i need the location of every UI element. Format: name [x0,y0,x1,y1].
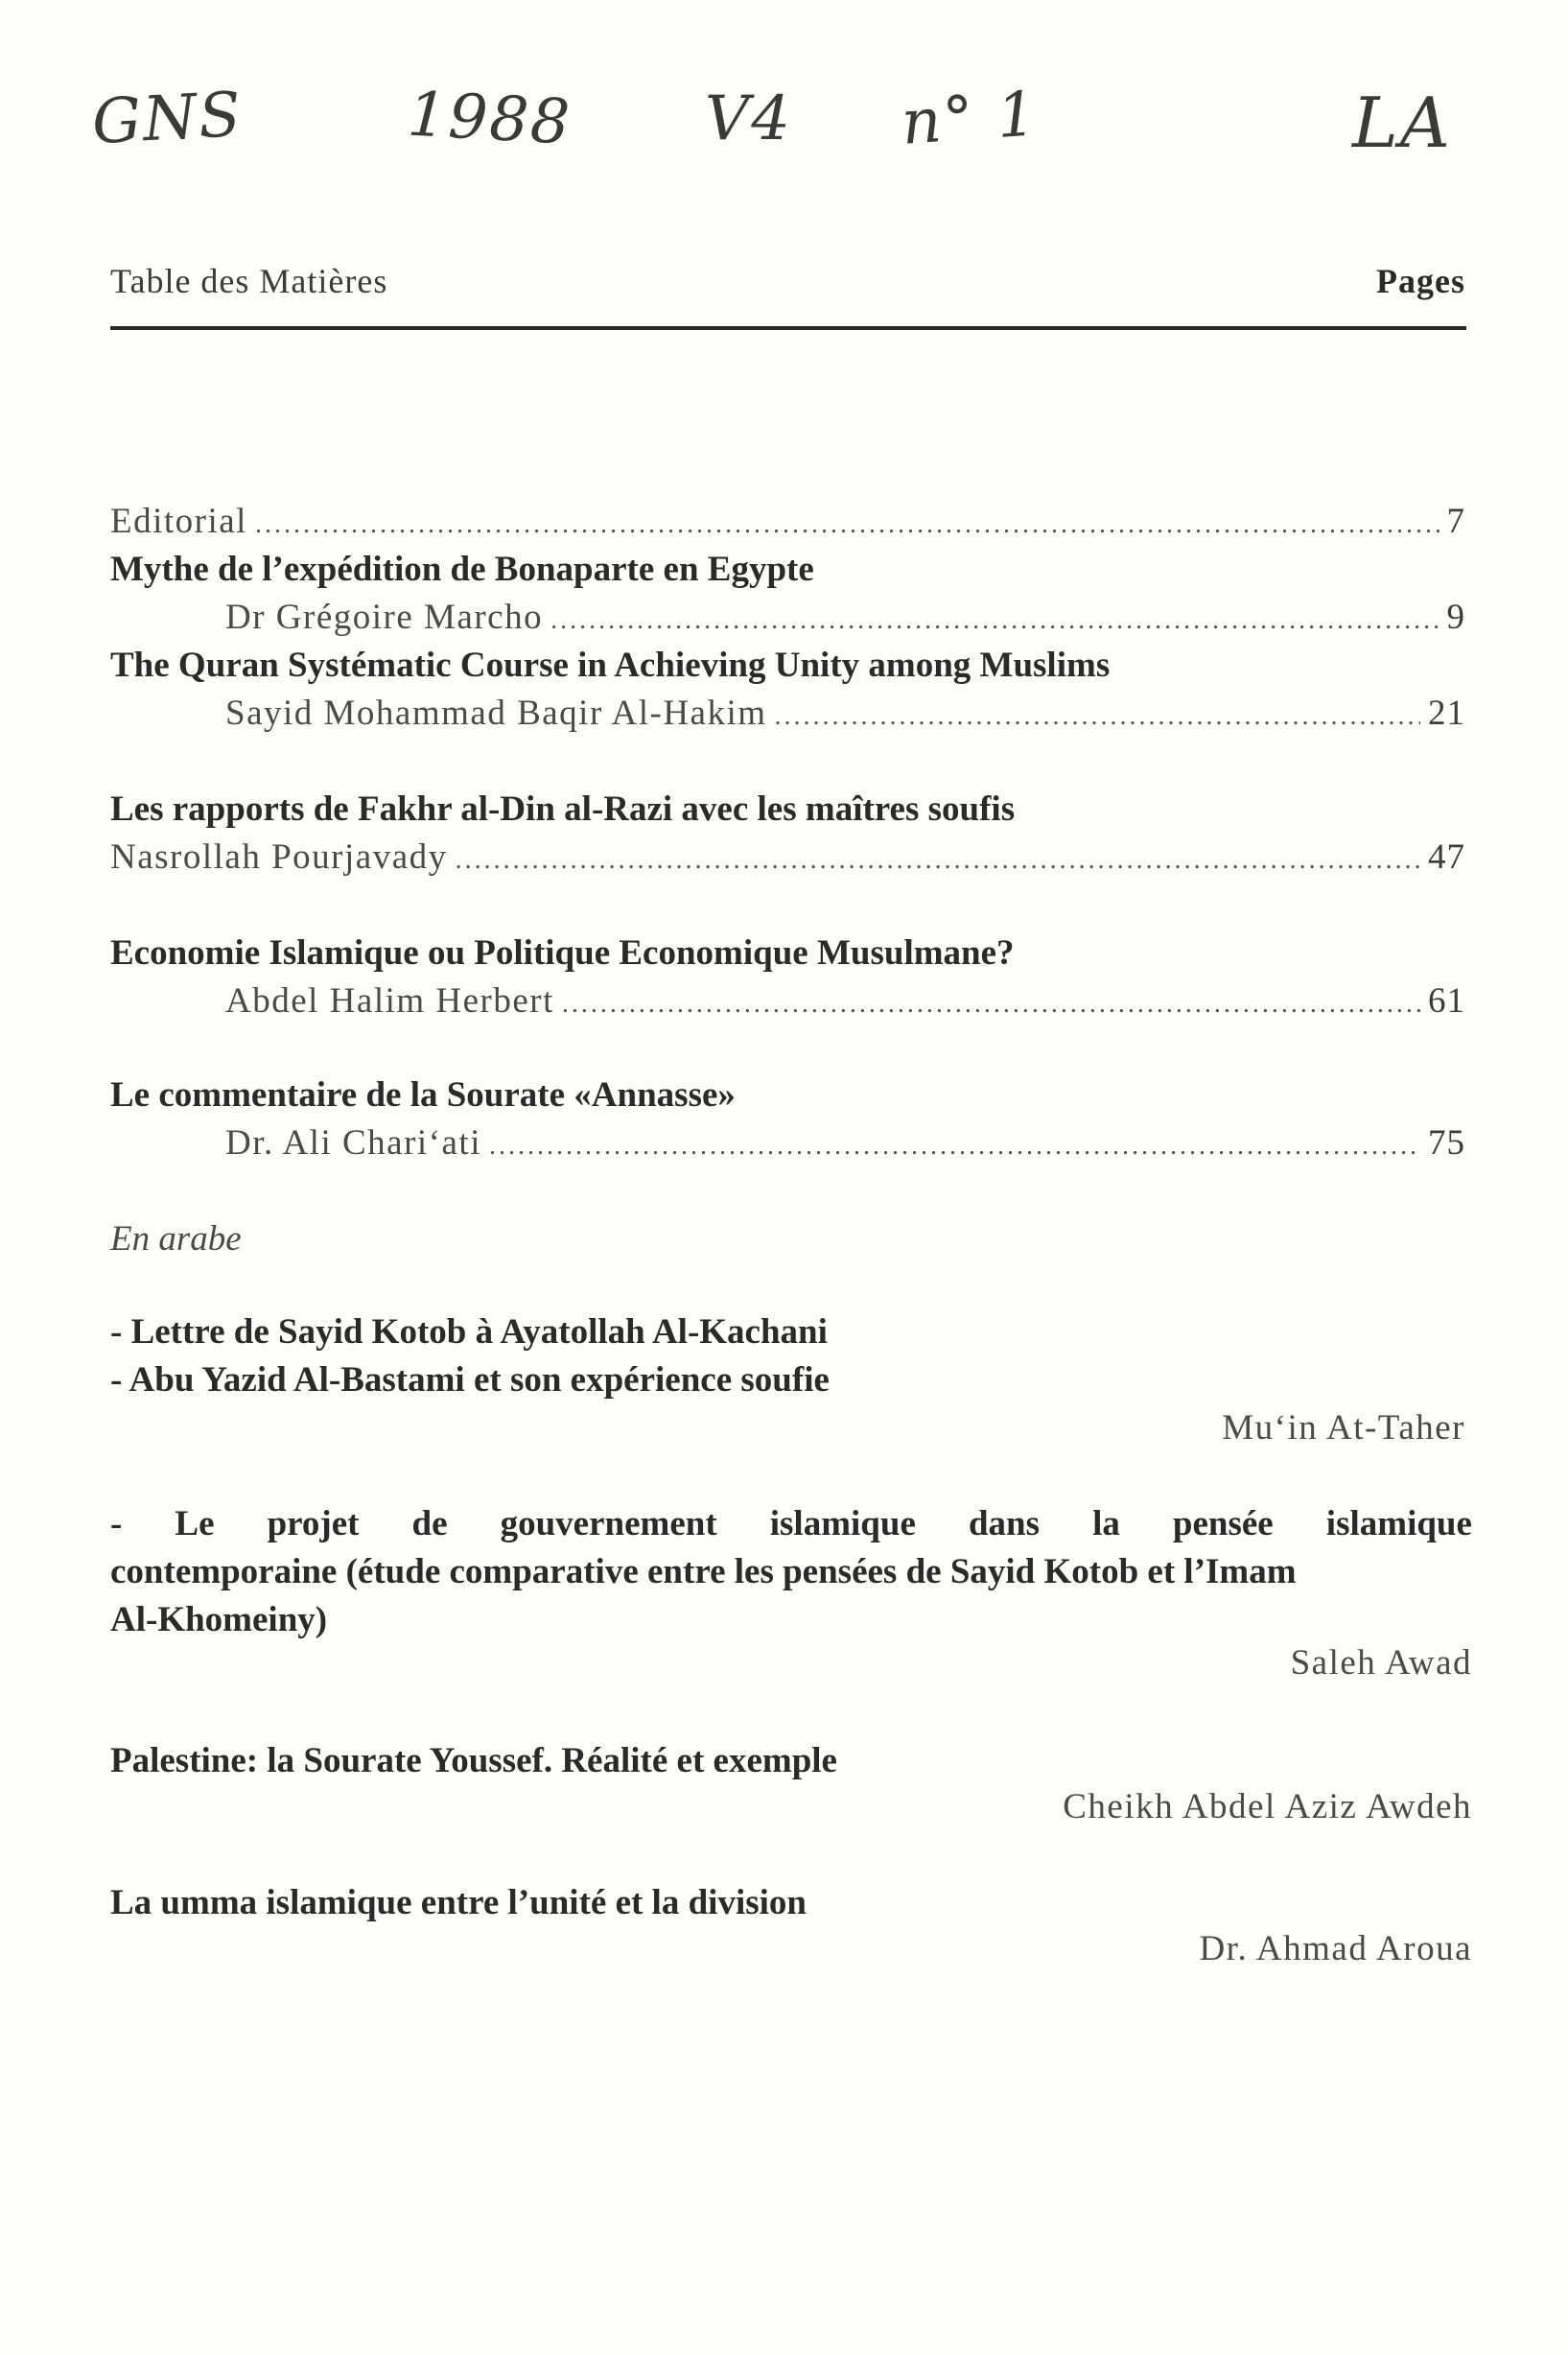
arabic-entry-title-line1 [110,1501,1472,1547]
arabic-entry-title: - Abu Yazid Al-Bastami et son expérience soufie [110,1360,830,1400]
arabic-entry-author: Dr. Ahmad Aroua [1199,1929,1472,1968]
arabic-entry-title-line3: Al-Khomeiny) [110,1600,328,1639]
title-word: Le [175,1504,215,1543]
title-word: la [1092,1504,1120,1543]
toc-title: Table des Matières [110,262,388,300]
toc-entry-title: Les rapports de Fakhr al-Din al-Razi avec les maîtres soufis [110,789,1016,829]
toc-header [110,261,1465,301]
title-word: pensée [1172,1504,1274,1543]
toc-entry-author-row [110,835,1465,883]
handwritten-annotation: V4 [705,83,792,154]
title-word: dans [968,1504,1040,1543]
title-word: projet [267,1504,360,1543]
title-word: de [411,1504,448,1543]
toc-entry-author-row [110,978,1465,1027]
arabic-entry-author: Cheikh Abdel Aziz Awdeh [1063,1787,1472,1826]
arabic-entry-title: - Lettre de Sayid Kotob à Ayatollah Al-Kachani [110,1312,828,1352]
entry-author: Dr. Ali Chari‘ati [225,1123,481,1163]
page-number: 47 [1428,837,1465,877]
toc-entry-title: Mythe de l’expédition de Bonaparte en Egypte [110,550,814,589]
arabic-entry-title: La umma islamique entre l’unité et la division [110,1883,807,1922]
title-word: - [110,1504,123,1543]
header-rule [110,326,1466,330]
dot-leader [456,837,1420,883]
arabic-entry-author: Mu‘in At-Taher [1222,1408,1465,1448]
dot-leader [562,981,1420,1027]
handwritten-annotation: n° 1 [899,79,1041,159]
entry-author: Nasrollah Pourjavady [110,837,448,877]
toc-entry-title: Economie Islamique ou Politique Economique Musulmane? [110,933,1015,973]
pages-label: Pages [1376,262,1465,300]
entry-author: Dr Grégoire Marcho [225,598,544,637]
arabic-entry-title: Palestine: la Sourate Youssef. Réalité et exemple [110,1741,837,1780]
dot-leader [489,1123,1420,1169]
section-heading-arabic: En arabe [110,1219,242,1259]
handwritten-annotation: GNS [90,79,245,159]
page-number: 9 [1446,598,1465,637]
toc-entry-title: Le commentaire de la Sourate «Annasse» [110,1075,736,1115]
toc-entry-editorial [110,499,1465,548]
arabic-entry-author: Saleh Awad [1290,1643,1472,1683]
entry-title: Editorial [110,502,247,541]
handwritten-annotation: LA [1352,82,1452,163]
arabic-entry-title-line2: contemporaine (étude comparative entre les pensées de Sayid Kotob et l’Imam [110,1552,1297,1591]
toc-entry-author-row [110,691,1465,740]
entry-author: Sayid Mohammad Baqir Al-Hakim [225,694,767,733]
page-number: 75 [1428,1123,1465,1163]
page-number: 61 [1428,981,1465,1021]
entry-author: Abdel Halim Herbert [225,981,554,1021]
title-word: islamique [769,1504,916,1543]
toc-entry-title: The Quran Systématic Course in Achieving Unity among Muslims [110,646,1111,685]
dot-leader [775,694,1420,740]
toc-entry-author-row [110,1120,1465,1169]
toc-entry-author-row [110,595,1465,644]
dot-leader [550,598,1439,644]
dot-leader [255,502,1439,548]
handwritten-annotation: 1988 [406,79,573,159]
title-word: gouvernement [500,1504,717,1543]
title-word: islamique [1325,1504,1472,1543]
page-number: 21 [1428,694,1465,733]
page-number: 7 [1446,502,1465,541]
